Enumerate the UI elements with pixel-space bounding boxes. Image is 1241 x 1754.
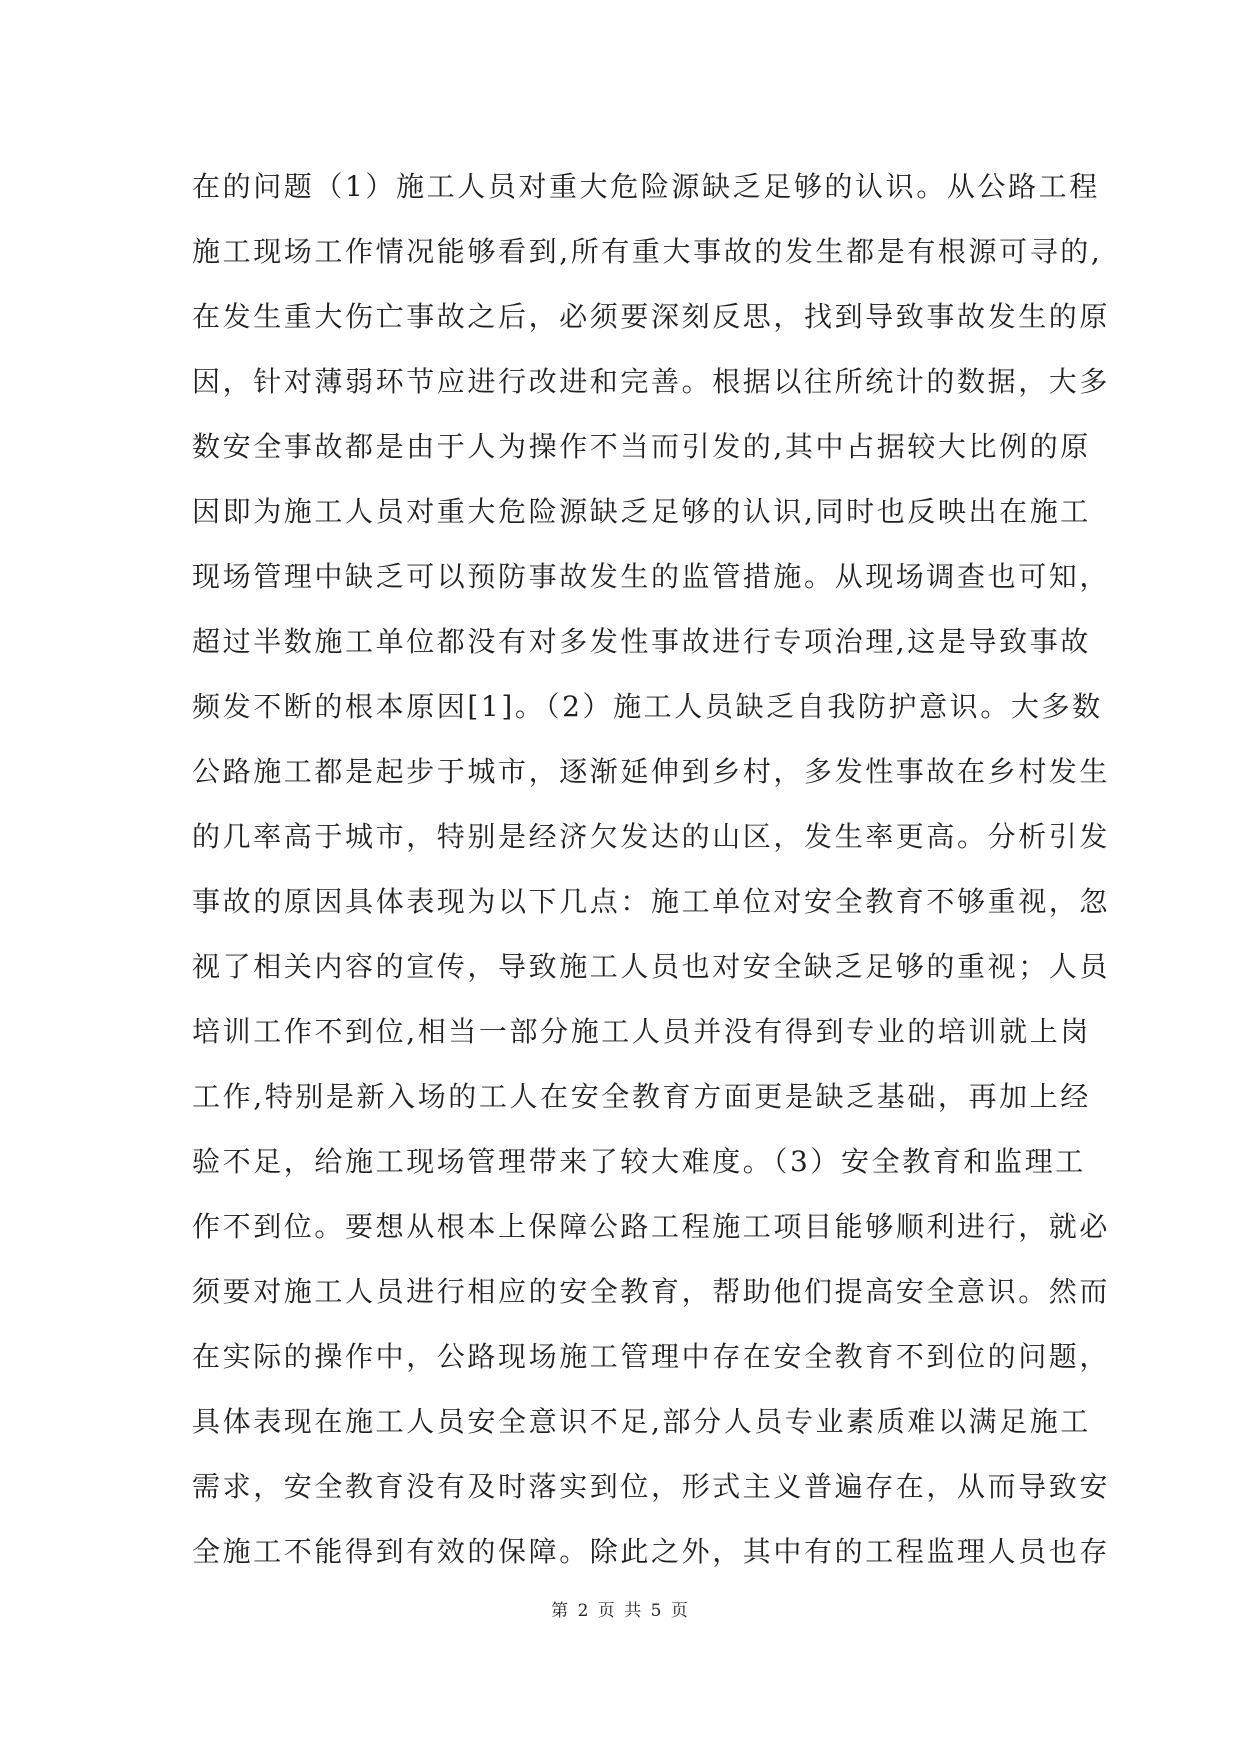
text-line: 数安全事故都是由于人为操作不当而引发的,其中占据较大比例的原	[192, 430, 1091, 463]
text-line: 视了相关内容的宣传，导致施工人员也对安全缺乏足够的重视；人员	[192, 950, 1111, 983]
text-line: 超过半数施工单位都没有对多发性事故进行专项治理,这是导致事故	[192, 625, 1091, 658]
text-line: 须要对施工人员进行相应的安全教育，帮助他们提高安全意识。然而	[192, 1275, 1111, 1308]
text-line: 事故的原因具体表现为以下几点：施工单位对安全教育不够重视，忽	[192, 885, 1111, 918]
text-line: 作不到位。要想从根本上保障公路工程施工项目能够顺利进行，就必	[192, 1210, 1111, 1243]
page-number-footer: 第 2 页 共 5 页	[551, 1601, 690, 1621]
text-line: 的几率高于城市，特别是经济欠发达的山区，发生率更高。分析引发	[192, 820, 1111, 853]
text-line: 频发不断的根本原因[1]。（2）施工人员缺乏自我防护意识。大多数	[192, 690, 1103, 723]
text-line: 施工现场工作情况能够看到,所有重大事故的发生都是有根源可寻的,	[192, 235, 1103, 268]
text-line: 工作,特别是新入场的工人在安全教育方面更是缺乏基础，再加上经	[192, 1080, 1091, 1113]
text-line: 在发生重大伤亡事故之后，必须要深刻反思，找到导致事故发生的原	[192, 300, 1111, 333]
text-line: 因即为施工人员对重大危险源缺乏足够的认识,同时也反映出在施工	[192, 495, 1091, 528]
text-line: 在实际的操作中，公路现场施工管理中存在安全教育不到位的问题，	[192, 1340, 1111, 1373]
body-text	[192, 154, 1111, 1584]
text-line: 公路施工都是起步于城市，逐渐延伸到乡村，多发性事故在乡村发生	[192, 755, 1111, 788]
text-line: 具体表现在施工人员安全意识不足,部分人员专业素质难以满足施工	[192, 1405, 1091, 1438]
text-line: 验不足，给施工现场管理带来了较大难度。（3）安全教育和监理工	[192, 1145, 1086, 1178]
text-line: 在的问题（1）施工人员对重大危险源缺乏足够的认识。从公路工程	[192, 170, 1100, 203]
text-line: 全施工不能得到有效的保障。除此之外，其中有的工程监理人员也存	[192, 1535, 1111, 1568]
text-line: 培训工作不到位,相当一部分施工人员并没有得到专业的培训就上岗	[192, 1015, 1091, 1048]
text-line: 需求，安全教育没有及时落实到位，形式主义普遍存在，从而导致安	[192, 1470, 1111, 1503]
text-line: 因，针对薄弱环节应进行改进和完善。根据以往所统计的数据，大多	[192, 365, 1111, 398]
text-line: 现场管理中缺乏可以预防事故发生的监管措施。从现场调查也可知，	[192, 560, 1111, 593]
